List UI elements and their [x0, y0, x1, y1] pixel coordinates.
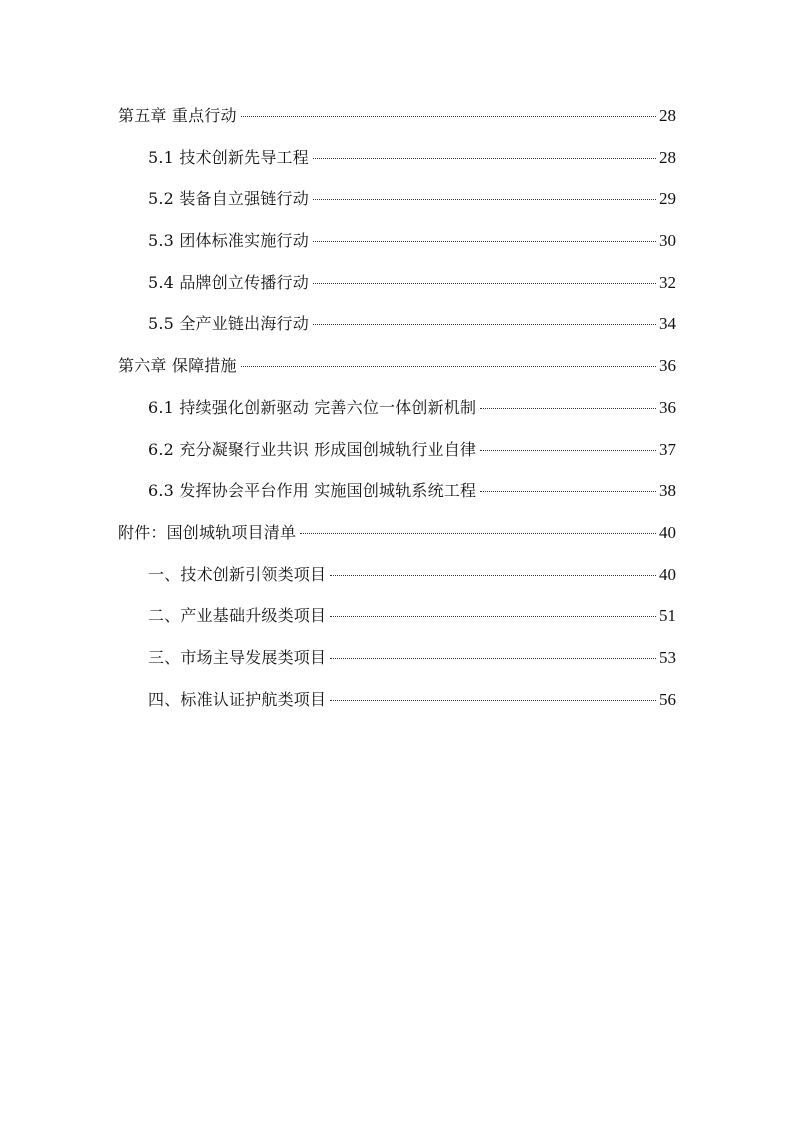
toc-entry-6-3[interactable] — [118, 479, 676, 521]
toc-entry-title: 5.5 全产业链出海行动 — [148, 314, 309, 334]
toc-dot-leader — [300, 533, 656, 534]
toc-entry-title: 5.3 团体标准实施行动 — [148, 231, 309, 251]
toc-entry-title: 5.4 品牌创立传播行动 — [148, 272, 309, 292]
toc-entry-appendix-1[interactable] — [118, 563, 676, 605]
toc-entry-title: 第五章 重点行动 — [118, 106, 237, 125]
toc-dot-leader — [330, 658, 656, 659]
toc-entry-title: 三、市场主导发展类项目 — [148, 647, 327, 667]
toc-entry-6-2[interactable] — [118, 438, 676, 480]
toc-page-number: 36 — [659, 397, 676, 417]
toc-entry-chapter-5[interactable] — [118, 104, 676, 146]
toc-dot-leader — [313, 283, 656, 284]
toc-dot-leader — [313, 241, 656, 242]
toc-dot-leader — [313, 158, 656, 159]
toc-dot-leader — [480, 450, 656, 451]
toc-page-number: 37 — [659, 439, 676, 459]
toc-entry-title: 5.2 装备自立强链行动 — [148, 189, 309, 209]
toc-entry-6-1[interactable] — [118, 396, 676, 438]
toc-entry-appendix-4[interactable] — [118, 688, 676, 730]
toc-dot-leader — [313, 199, 656, 200]
toc-dot-leader — [241, 116, 656, 117]
toc-entry-5-1[interactable] — [118, 146, 676, 188]
toc-page-number: 36 — [659, 356, 676, 376]
toc-dot-leader — [330, 575, 656, 576]
toc-dot-leader — [313, 324, 656, 325]
toc-entry-5-4[interactable] — [118, 271, 676, 313]
toc-page-number: 51 — [659, 606, 676, 626]
toc-dot-leader — [241, 366, 656, 367]
toc-page-number: 53 — [659, 647, 676, 667]
toc-entry-chapter-6[interactable] — [118, 354, 676, 396]
toc-page-number: 40 — [659, 522, 676, 542]
toc-entry-title: 6.3 发挥协会平台作用 实施国创城轨系统工程 — [148, 481, 477, 501]
toc-page-number: 28 — [659, 147, 676, 167]
toc-entry-5-2[interactable] — [118, 187, 676, 229]
toc-dot-leader — [330, 616, 656, 617]
toc-entry-appendix[interactable] — [118, 521, 676, 563]
toc-page-number: 56 — [659, 689, 676, 709]
toc-dot-leader — [480, 491, 656, 492]
toc-entry-appendix-3[interactable] — [118, 646, 676, 688]
toc-entry-appendix-2[interactable] — [118, 604, 676, 646]
toc-entry-title: 6.2 充分凝聚行业共识 形成国创城轨行业自律 — [148, 439, 477, 459]
toc-page-number: 34 — [659, 314, 676, 334]
toc-page-number: 38 — [659, 481, 676, 501]
toc-entry-title: 第六章 保障措施 — [118, 356, 237, 376]
toc-entry-5-5[interactable] — [118, 312, 676, 354]
toc-page-number: 29 — [659, 189, 676, 209]
toc-entry-title: 四、标准认证护航类项目 — [148, 689, 327, 709]
toc-entry-title: 一、技术创新引领类项目 — [148, 564, 327, 584]
toc-dot-leader — [480, 408, 656, 409]
toc-entry-title: 附件：国创城轨项目清单 — [118, 522, 297, 542]
toc-page-number: 32 — [659, 272, 676, 292]
toc-page-number: 28 — [659, 106, 676, 125]
toc-dot-leader — [330, 700, 656, 701]
toc-page-number: 30 — [659, 231, 676, 251]
toc-entry-5-3[interactable] — [118, 229, 676, 271]
toc-entry-title: 二、产业基础升级类项目 — [148, 606, 327, 626]
toc-entry-title: 5.1 技术创新先导工程 — [148, 147, 309, 167]
table-of-contents — [118, 104, 676, 729]
toc-entry-title: 6.1 持续强化创新驱动 完善六位一体创新机制 — [148, 397, 477, 417]
toc-page-number: 40 — [659, 564, 676, 584]
